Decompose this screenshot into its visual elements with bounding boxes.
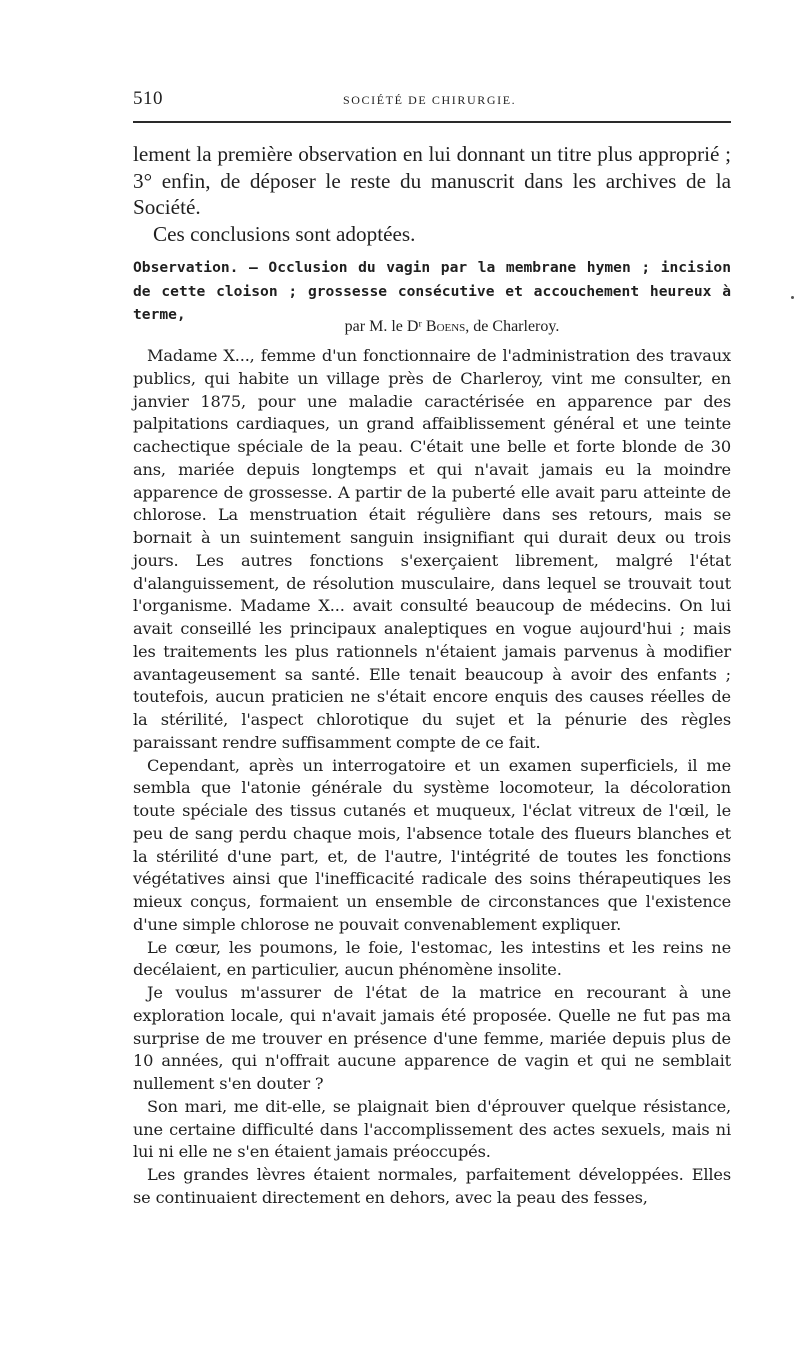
byline-author: Boens: [425, 318, 466, 335]
body-paragraph-6: Les grandes lèvres étaient normales, parfaitement développées. Elles se continuaient directement en dehors, avec la peau des fesses,: [133, 1165, 731, 1207]
body-paragraph-5: Son mari, me dit-elle, se plaignait bien d'éprouver quelque résistance, une certaine difficulté dans l'accomplissement des actes sexuels, mais ni lui ni elle ne s'en étaient jamais préoccupés.: [133, 1096, 731, 1162]
body-paragraph-1: Madame X..., femme d'un fonctionnaire de l'administration des travaux publics, qui habite un village près de Charleroy, vint me consulter, en janvier 1875, pour une maladie caractérisée en apparence par des palpitations cardiaques, un grand affaiblissement général et une teinte cachectique spéciale de la peau. C'était une belle et forte blonde de 30 ans, mariée depuis longtemps et qui n'avait jamais eu la moindre apparence de grossesse. A partir de la puberté elle avait paru atteinte de chlorose. La menstruation était régulière dans ses retours, mais se bornait à un suintement sanguin insignifiant qui durait deux ou trois jours. Les autres fonctions s'exerçaient librement, malgré l'état d'alanguissement, de résolution musculaire, dans lequel se trouvait tout l'organisme. Madame X... avait consulté beaucoup de médecins. On lui avait conseillé les principaux analeptiques en vogue aujourd'hui ; mais les traitements les plus rationnels n'étaient jamais parvenus à modifier avantageusement sa santé. Elle tenait beaucoup à avoir des enfants ; toutefois, aucun praticien ne s'était encore enquis des causes réelles de la stérilité, l'aspect chlorotique du sujet et la pénurie des règles paraissant rendre suffisamment compte de ce fait.: [133, 346, 731, 752]
running-head: SOCIÉTÉ DE CHIRURGIE.: [343, 93, 517, 107]
intro-block: [133, 141, 731, 247]
author-byline: [133, 318, 731, 336]
page-header: [133, 88, 731, 118]
body-paragraph-4: Je voulus m'assurer de l'état de la matrice en recourant à une exploration locale, qui n'avait jamais été proposée. Quelle ne fut pas ma surprise de me trouver en présence d'une femme, mariée depuis plus de 10 années, qui n'offrait aucune apparence de vagin et qui ne semblait nullement s'en douter ?: [133, 983, 731, 1093]
intro-paragraph-2: Ces conclusions sont adoptées.: [153, 221, 416, 246]
body-paragraph-2: Cependant, après un interrogatoire et un examen superficiels, il me sembla que l'atonie générale du système locomoteur, la décoloration toute spéciale des tissus cutanés et muqueux, l'éclat vitreux de l'œil, le peu de sang perdu chaque mois, l'absence totale des flueurs blanches et la stérilité d'une part, et, de l'autre, l'intégrité de toutes les fonctions végétatives ainsi que l'inefficacité radicale des soins thérapeutiques les mieux conçus, formaient un ensemble de circonstances que l'existence d'une simple chlorose ne pouvait convenablement expliquer.: [133, 755, 731, 934]
print-speck: [791, 296, 794, 299]
intro-paragraph-1: lement la première observation en lui donnant un titre plus approprié ; 3° enfin, de déposer le reste du manuscrit dans les archives de la Société.: [133, 142, 731, 219]
body-paragraph-3: Le cœur, les poumons, le foie, l'estomac, les intestins et les reins ne decélaient, en particulier, aucun phénomène insolite.: [133, 937, 731, 980]
byline-suffix: , de Charleroy.: [465, 318, 560, 335]
byline-prefix: par M. le Dʳ: [344, 318, 422, 335]
main-text: [133, 345, 731, 1210]
observation-heading: [133, 256, 731, 327]
header-rule: [133, 121, 731, 123]
page-number: 510: [133, 88, 163, 109]
observation-title: Observation. — Occlusion du vagin par la membrane hymen ; incision de cette cloison ; grossesse consécutive et accouchement heureux à terme,: [133, 259, 731, 323]
